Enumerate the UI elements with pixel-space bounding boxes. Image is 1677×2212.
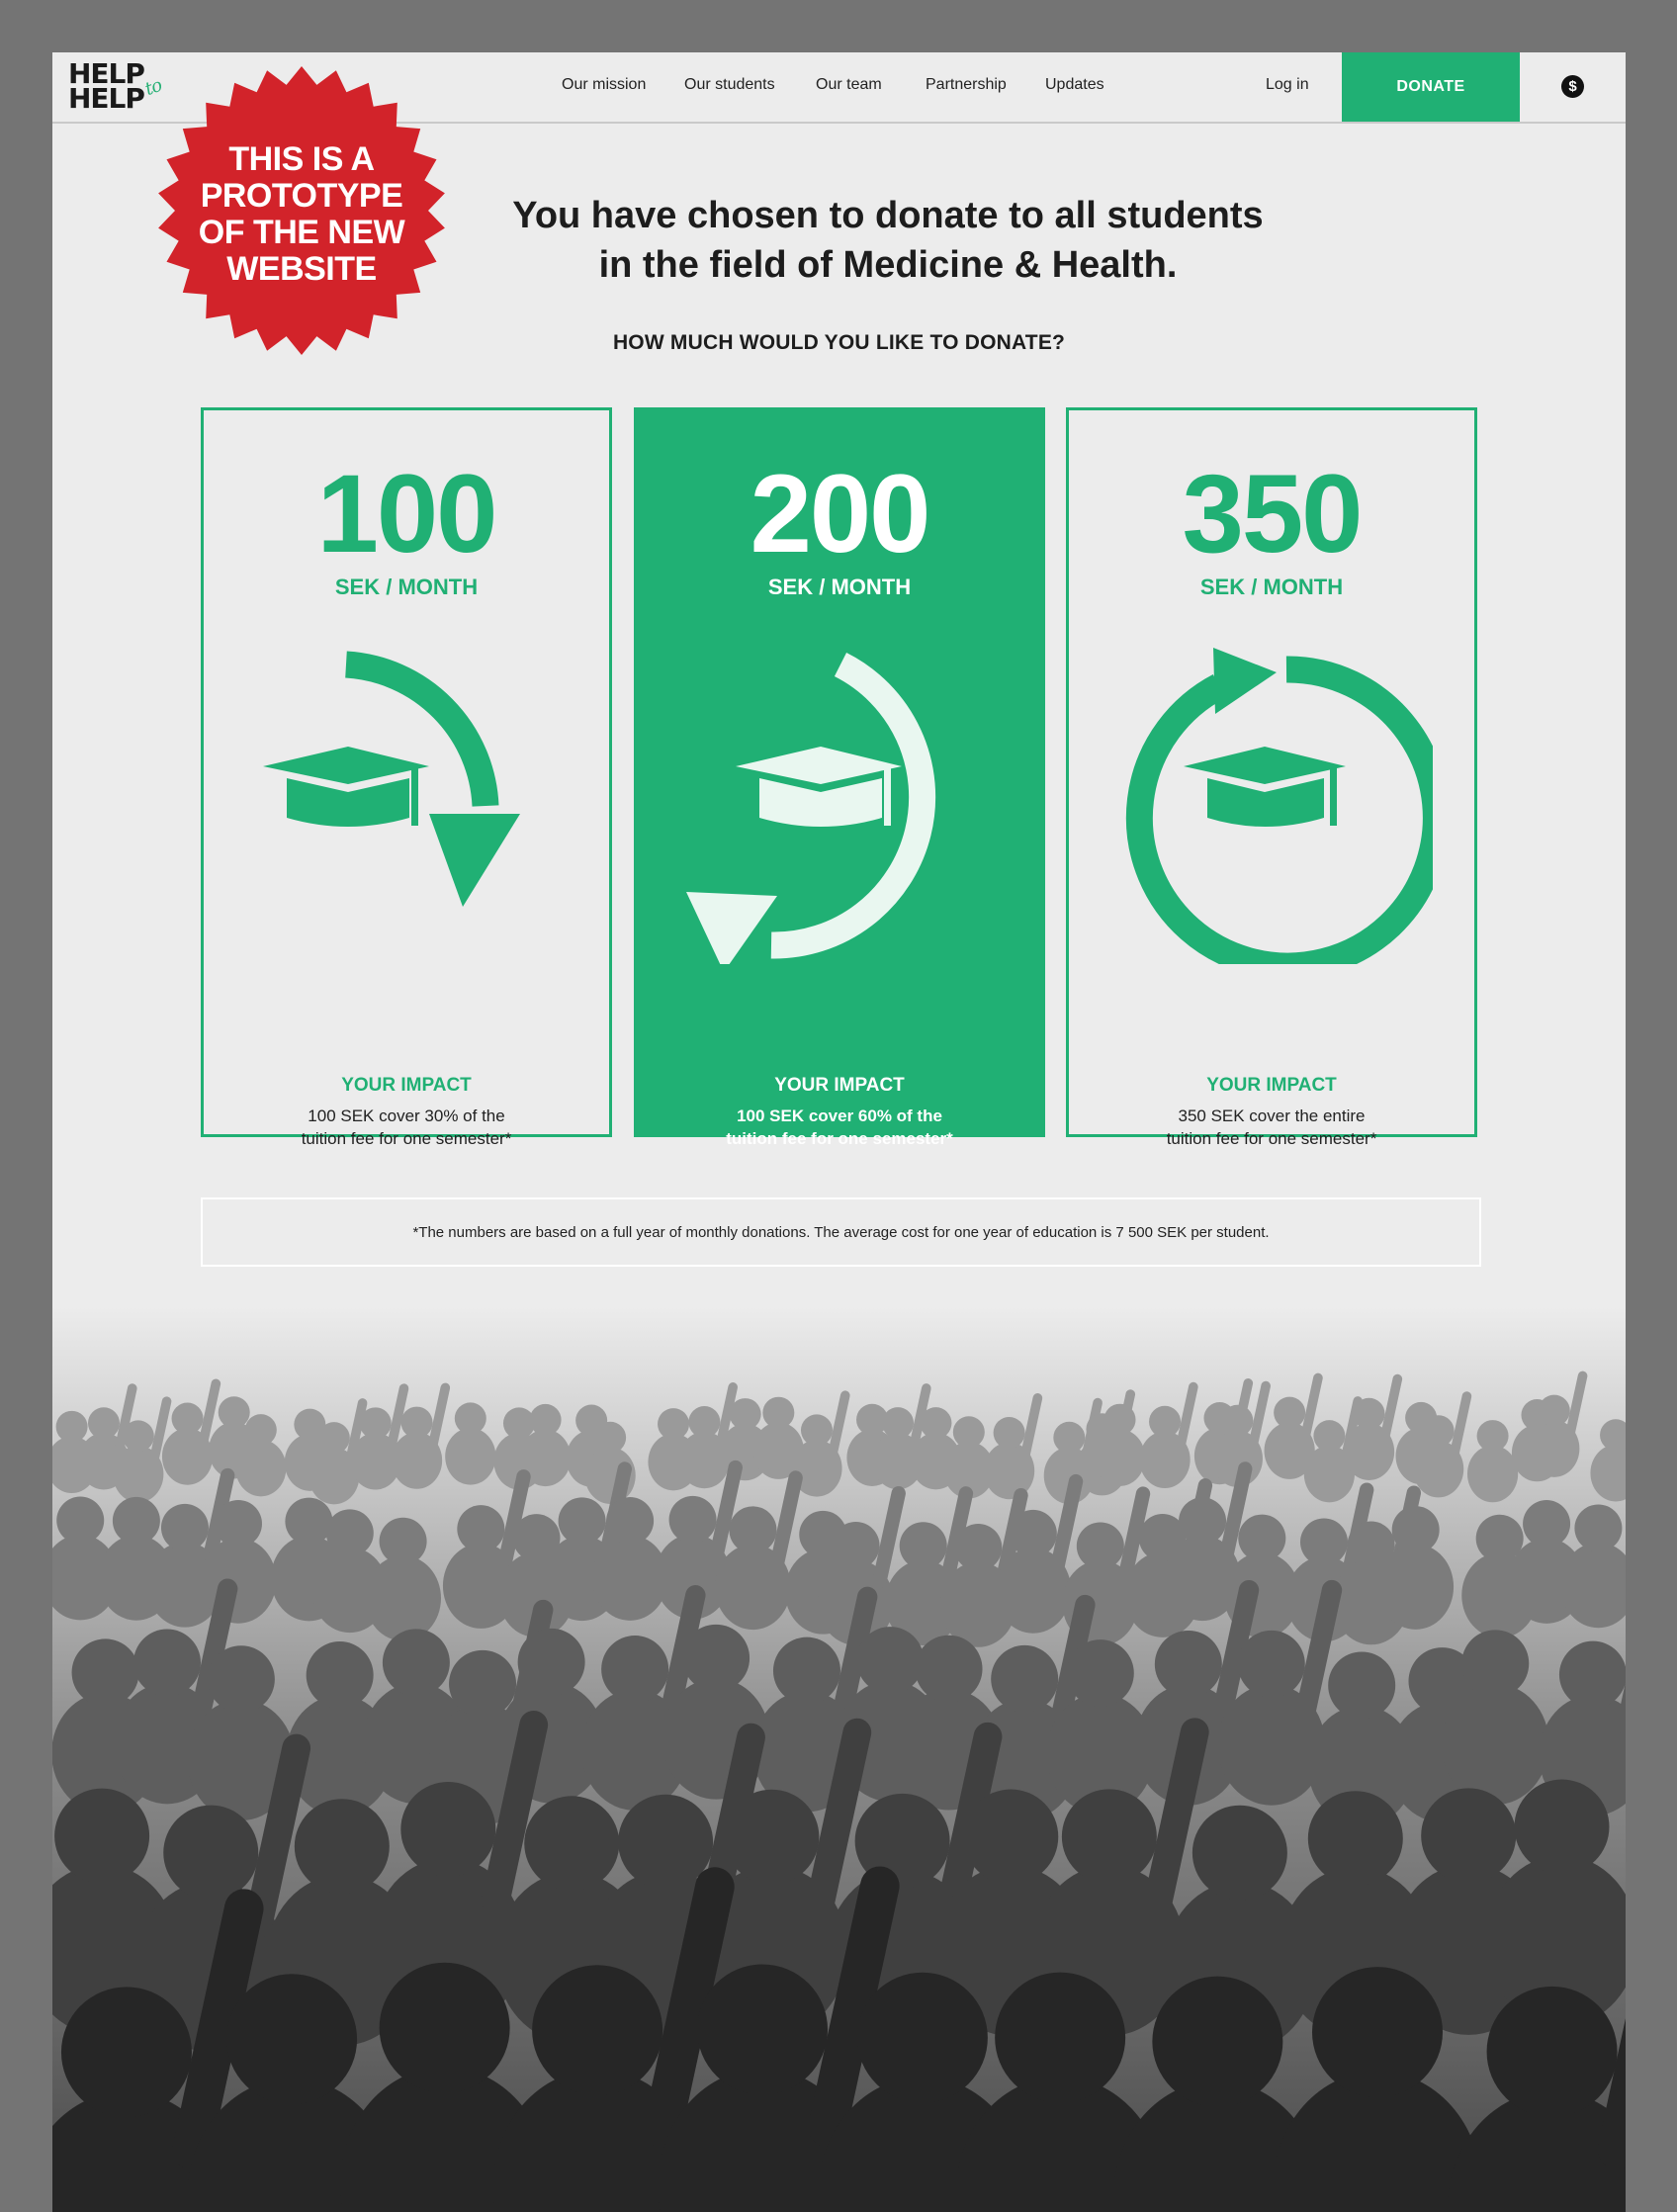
person-head [1514, 1780, 1609, 1875]
logo-line-1: HELP [68, 57, 144, 90]
person-head [559, 1497, 606, 1545]
nav-link-our-students[interactable]: Our students [684, 76, 775, 93]
badge-line: WEBSITE [226, 250, 377, 288]
donation-amount: 200 [750, 452, 929, 575]
person-head [1461, 1630, 1529, 1697]
person-head [1392, 1506, 1440, 1553]
impact-text [1108, 1105, 1435, 1150]
donation-unit: SEK / MONTH [767, 575, 912, 599]
person-head [532, 1965, 662, 2095]
impact-title: YOUR IMPACT [774, 1075, 905, 1096]
person-head [380, 1963, 510, 2093]
graduation-cap-half-arrow-icon [684, 638, 1001, 964]
person-head [618, 1795, 713, 1890]
person-head [1421, 1788, 1516, 1883]
person-head [1149, 1406, 1181, 1438]
person-head [1313, 1420, 1345, 1452]
person-head [457, 1505, 504, 1552]
person-head [882, 1407, 914, 1439]
person-head [773, 1637, 840, 1705]
person-head [857, 1973, 988, 2103]
person-head [307, 1641, 374, 1709]
person-head [113, 1497, 160, 1545]
group-photo-image [52, 1306, 1626, 2212]
person-head [724, 1790, 819, 1885]
person-head [208, 1645, 275, 1713]
logo-line-2: HELP [68, 82, 144, 115]
person-head [401, 1407, 433, 1439]
person-head [1155, 1631, 1222, 1698]
donation-footnote: *The numbers are based on a full year of monthly donations. The average cost for one year of education is 7 500 SEK per student. [201, 1197, 1481, 1267]
person-head [1152, 1977, 1282, 2107]
person-head [833, 1522, 880, 1569]
person-head [215, 1500, 262, 1548]
person-head [856, 1627, 924, 1694]
impact-text-line: 100 SEK cover 30% of the [308, 1106, 505, 1125]
person-head [54, 1789, 149, 1884]
donation-unit: SEK / MONTH [334, 575, 479, 599]
impact-title: YOUR IMPACT [1206, 1075, 1337, 1096]
person-head [455, 1402, 486, 1434]
impact-text-line: 350 SEK cover the entire [1178, 1106, 1366, 1125]
impact-text-line: tuition fee for one semester* [1166, 1129, 1377, 1148]
person-head [920, 1407, 951, 1439]
person-head [1312, 1967, 1443, 2097]
page [52, 52, 1626, 2212]
person-head [594, 1422, 626, 1454]
person-head [1062, 1789, 1157, 1884]
donation-amount: 100 [316, 452, 496, 575]
person-head [1274, 1397, 1305, 1429]
person-head [326, 1509, 374, 1556]
person-head [1423, 1415, 1455, 1447]
person-head [1238, 1515, 1285, 1562]
person-head [1354, 1398, 1385, 1430]
person-head [219, 1396, 250, 1428]
person-head [400, 1782, 495, 1877]
person-head [383, 1629, 450, 1696]
donation-unit: SEK / MONTH [1199, 575, 1344, 599]
person-head [601, 1636, 668, 1703]
person-body [1467, 1446, 1518, 1503]
person-body [235, 1440, 286, 1497]
person-head [245, 1414, 277, 1446]
person-head [688, 1406, 720, 1438]
person-body [1442, 1684, 1549, 1805]
badge-line: PROTOTYPE [200, 177, 403, 215]
badge-line: THIS IS A [228, 140, 375, 178]
page-title [443, 191, 1333, 290]
page-title-line-1: You have chosen to donate to all students [512, 195, 1264, 236]
badge-line: OF THE NEW [198, 214, 405, 251]
person-head [916, 1636, 983, 1703]
person-head [762, 1397, 794, 1429]
person-head [163, 1806, 258, 1901]
graduation-cap-quarter-arrow-icon [251, 638, 568, 964]
person-head [682, 1625, 750, 1692]
person-head [991, 1645, 1058, 1713]
person-head [318, 1422, 350, 1454]
login-link[interactable]: Log in [1266, 76, 1309, 93]
donation-option-200[interactable] [634, 407, 1045, 1148]
graduation-cap-full-circle-icon [1116, 638, 1433, 964]
person-head [524, 1796, 619, 1891]
donation-question: HOW MUCH WOULD YOU LIKE TO DONATE? [612, 331, 1066, 354]
badge-text [155, 141, 448, 288]
person-head [606, 1497, 654, 1545]
person-body [1377, 1544, 1454, 1629]
person-head [1574, 1504, 1622, 1551]
person-body [1095, 1429, 1145, 1486]
donation-option-350[interactable] [1066, 407, 1477, 1148]
person-head [226, 1974, 357, 2104]
person-head [56, 1497, 104, 1545]
person-head [1010, 1510, 1057, 1557]
person-head [1300, 1518, 1348, 1565]
person-head [1077, 1522, 1124, 1569]
person-head [449, 1650, 516, 1718]
person-head [729, 1506, 776, 1553]
person-head [161, 1504, 209, 1551]
person-head [123, 1420, 154, 1452]
nav-link-partnership[interactable]: Partnership [926, 76, 1007, 93]
person-head [669, 1496, 717, 1544]
person-head [995, 1973, 1125, 2103]
person-head [380, 1518, 427, 1565]
person-head [1476, 1515, 1524, 1562]
person-head [1067, 1639, 1134, 1707]
person-head [1328, 1651, 1395, 1719]
person-head [518, 1629, 585, 1696]
person-head [658, 1408, 689, 1440]
donate-button[interactable]: DONATE [1342, 52, 1520, 122]
person-head [801, 1414, 833, 1446]
person-head [954, 1524, 1002, 1571]
person-head [1053, 1422, 1085, 1454]
nav-link-our-team[interactable]: Our team [816, 76, 882, 93]
person-head [994, 1417, 1025, 1449]
person-head [285, 1498, 332, 1546]
person-body [365, 1555, 441, 1640]
prototype-badge [155, 64, 448, 357]
person-head [730, 1398, 761, 1430]
person-head [172, 1403, 204, 1435]
person-head [953, 1416, 985, 1448]
person-head [72, 1638, 139, 1706]
impact-text-line: tuition fee for one semester* [301, 1129, 512, 1148]
person-head [1523, 1500, 1570, 1548]
person-head [1477, 1420, 1509, 1452]
person-head [61, 1987, 192, 2117]
impact-title: YOUR IMPACT [341, 1075, 472, 1096]
person-head [360, 1407, 392, 1439]
impact-text [676, 1105, 1003, 1150]
logo-to: to [141, 74, 165, 101]
person-head [1192, 1806, 1287, 1901]
currency-icon[interactable]: $ [1561, 75, 1584, 98]
donation-option-100[interactable] [201, 407, 612, 1148]
person-head [56, 1411, 88, 1443]
person-head [1238, 1631, 1305, 1698]
nav-link-our-mission[interactable]: Our mission [562, 76, 647, 93]
person-body [445, 1428, 495, 1485]
person-head [1179, 1497, 1226, 1545]
person-head [1221, 1405, 1253, 1437]
person-body [201, 1538, 277, 1623]
person-head [963, 1790, 1058, 1885]
person-head [1308, 1791, 1403, 1886]
person-head [88, 1407, 120, 1439]
page-title-line-2: in the field of Medicine & Health. [598, 244, 1178, 286]
person-head [295, 1799, 390, 1894]
person-head [1104, 1404, 1136, 1436]
person-head [1559, 1641, 1626, 1709]
person-head [1487, 1987, 1618, 2117]
impact-text [243, 1105, 570, 1150]
donation-amount: 350 [1182, 452, 1362, 575]
impact-text-line: 100 SEK cover 60% of the [737, 1106, 942, 1125]
person-head [133, 1630, 201, 1697]
impact-text-line: tuition fee for one semester* [726, 1129, 953, 1148]
nav-link-updates[interactable]: Updates [1045, 76, 1104, 93]
person-head [1539, 1395, 1570, 1427]
person-head [530, 1404, 562, 1436]
person-head [697, 1964, 828, 2094]
person-head [900, 1522, 947, 1569]
